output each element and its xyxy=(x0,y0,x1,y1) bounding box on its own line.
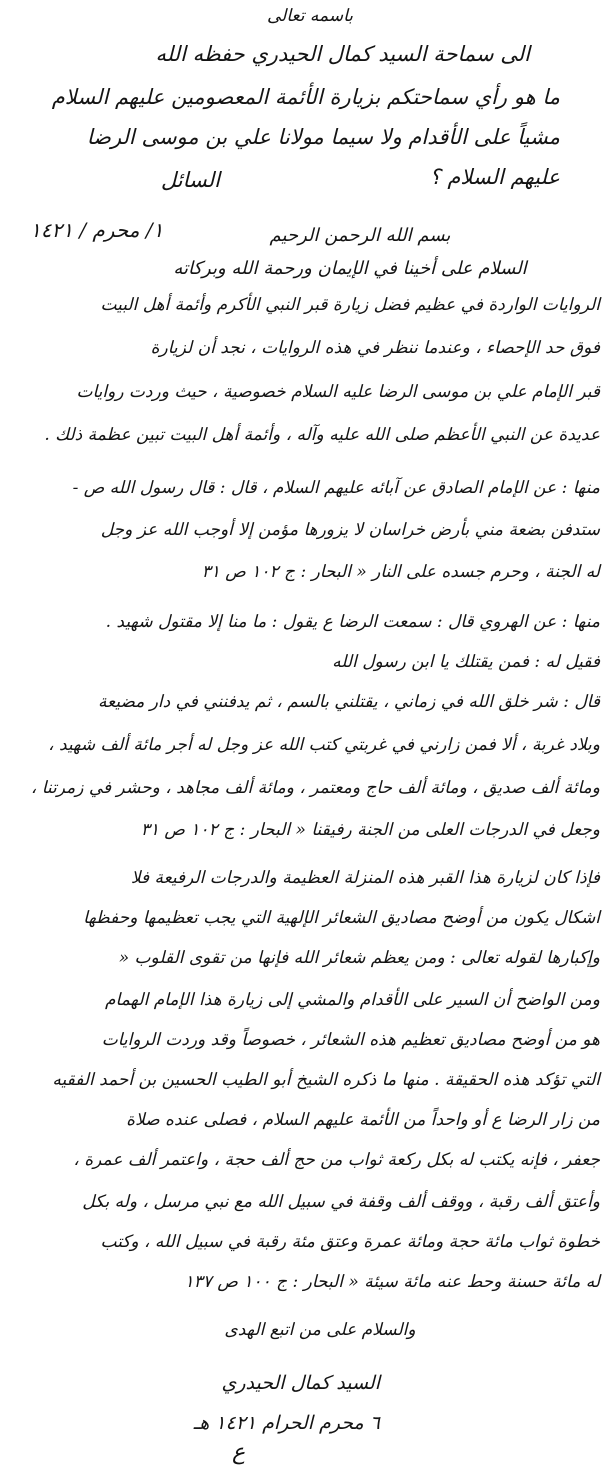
answer-line: من زار الرضا ع أو واحداً من الأئمة عليهم السلام ، فصلى عنده صلاة xyxy=(126,1110,600,1130)
seal-mark: ع xyxy=(232,1440,246,1465)
answer-line: قبر الإمام علي بن موسى الرضا عليه السلام خصوصية ، حيث وردت روايات xyxy=(76,382,600,402)
answer-line: ومن الواضح أن السير على الأقدام والمشي إلى زيارة هذا الإمام الهمام xyxy=(105,990,600,1010)
answer-line: وجعل في الدرجات العلى من الجنة رفيقنا « البحار : ج ١٠٢ ص ٣١ xyxy=(140,820,600,840)
answer-line: خطوة ثواب مائة حجة ومائة عمرة وعتق مئة رقبة في سبيل الله ، وكتب xyxy=(100,1232,600,1252)
question-line-3: عليهم السلام ؟ xyxy=(429,165,560,189)
answer-greeting: السلام على أخينا في الإيمان ورحمة الله وبركاته xyxy=(173,258,527,279)
signature-date: ٦ محرم الحرام ١٤٢١ هـ xyxy=(193,1412,380,1434)
question-line-2: مشياً على الأقدام ولا سيما مولانا علي بن موسى الرضا xyxy=(86,125,560,149)
answer-line: جعفر ، فإنه يكتب له بكل ركعة ثواب من حج ألف حجة ، واعتمر ألف عمرة ، xyxy=(73,1150,600,1170)
answer-line: ستدفن بضعة مني بأرض خراسان لا يزورها مؤمن إلا أوجب الله عز وجل xyxy=(100,520,600,540)
closing-salutation: والسلام على من اتبع الهدى xyxy=(224,1320,416,1340)
answer-line: منها : عن الهروي قال : سمعت الرضا ع يقول : ما منا إلا مقتول شهيد . xyxy=(105,612,600,632)
answer-line: قال : شر خلق الله في زماني ، يقتلني بالسم ، ثم يدفنني في دار مضيعة xyxy=(98,692,600,712)
signatory-name: السيد كمال الحيدري xyxy=(221,1372,380,1394)
answer-line: وأعتق ألف رقبة ، ووقف ألف وقفة في سبيل الله مع نبي مرسل ، وله بكل xyxy=(82,1192,600,1212)
answer-line: هو من أوضح مصاديق تعظيم هذه الشعائر ، خصوصاً وقد وردت الروايات xyxy=(101,1030,600,1050)
answer-basmala: بسم الله الرحمن الرحيم xyxy=(269,225,451,246)
answer-line: منها : عن الإمام الصادق عن آبائه عليهم السلام ، قال : قال رسول الله ص - xyxy=(72,478,600,498)
question-line-1: ما هو رأي سماحتكم بزيارة الأئمة المعصومين عليهم السلام xyxy=(51,85,560,109)
answer-line: فإذا كان لزيارة هذا القبر هذه المنزلة العظيمة والدرجات الرفيعة فلا xyxy=(130,868,600,888)
answer-line: فقيل له : فمن يقتلك يا ابن رسول الله xyxy=(332,652,600,672)
answer-date: ١/ محرم / ١٤٢١ xyxy=(30,218,164,242)
answer-line: وبلاد غربة ، ألا فمن زارني في غربتي كتب الله عز وجل له أجر مائة ألف شهيد ، xyxy=(48,735,600,755)
answer-line: ومائة ألف صديق ، ومائة ألف حاج ومعتمر ، ومائة ألف مجاهد ، وحشر في زمرتنا ، xyxy=(30,778,600,798)
answer-line: اشكال يكون من أوضح مصاديق الشعائر الإلهية التي يجب تعظيمها وحفظها xyxy=(83,908,600,928)
question-addressee: الى سماحة السيد كمال الحيدري حفظه الله xyxy=(155,42,530,66)
answer-line: عديدة عن النبي الأعظم صلى الله عليه وآله ، وأئمة أهل البيت تبين عظمة ذلك . xyxy=(44,425,600,445)
question-basmala: باسمه تعالى xyxy=(267,6,353,26)
answer-line: وإكبارها لقوله تعالى : ومن يعظم شعائر الله فإنها من تقوى القلوب « xyxy=(118,948,600,968)
answer-line: الروايات الواردة في عظيم فضل زيارة قبر النبي الأكرم وأئمة أهل البيت xyxy=(100,295,600,315)
questioner-signature: السائل xyxy=(160,168,220,192)
answer-line: التي تؤكد هذه الحقيقة . منها ما ذكره الشيخ أبو الطيب الحسين بن أحمد الفقيه xyxy=(52,1070,600,1090)
answer-line: له مائة حسنة وحط عنه مائة سيئة « البحار : ج ١٠٠ ص ١٣٧ xyxy=(184,1272,600,1292)
answer-line: له الجنة ، وحرم جسده على النار « البحار : ج ١٠٢ ص ٣١ xyxy=(201,562,600,582)
answer-line: فوق حد الإحصاء ، وعندما ننظر في هذه الروايات ، نجد أن لزيارة xyxy=(150,338,600,358)
